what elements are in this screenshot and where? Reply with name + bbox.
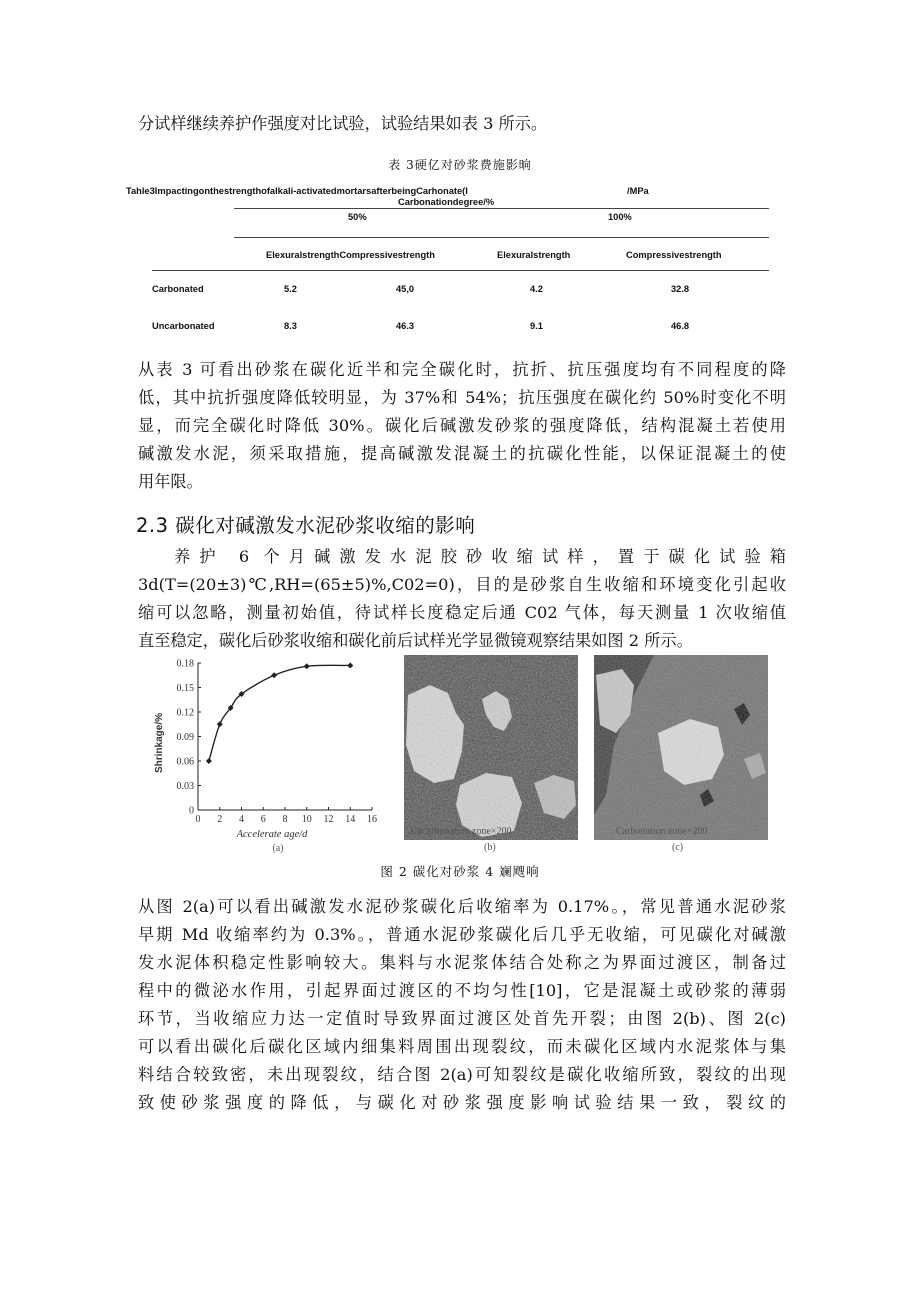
figure-caption: 图 2 碳化对砂浆 4 斓飕响 [380,864,540,879]
chart-x-tick-label: 8 [282,814,288,825]
chart-x-tick-label: 2 [217,814,223,825]
paragraph-3: 从图 2(a)可以看出碱激发水泥砂浆碳化后收缩率为 0.17%。，常见普通水泥砂浆 早期 Md 收缩率约为 0.3%。，普通水泥砂浆碳化后几乎无收缩，可见碳化对碱激 发水泥体积稳定性影响较大。集料与水泥浆体结合处称之为界面过渡区，制备过 程中的微泌水作用，引起界面过渡区的不均匀性[10]，它是混凝土或砂浆的薄弱 环节，当收缩应力达一定值时导致界面过渡区处首先开裂；由图 2(b)、图 2(c) 可以看出碳化后碳化区域内细集料周围出现裂纹，而未碳化区域内水泥浆体与集 料结合较致密，未出现裂纹，结合图 2(a)可知裂纹是碳化收缩所致，裂纹的出现 致使砂浆强度的降低，与碳化对砂浆强度影响试验结果一致，裂纹的 [138,897,786,1112]
zone-label-c: Carbonation zone×200 [616,826,708,837]
table-col-50: ElexuralstrengthCompressivestrength [266,250,435,260]
chart-y-label: Shrinkage/% [154,712,165,774]
table-cell: 46.8 [671,321,690,331]
chart-point [217,721,223,727]
chart-x-tick-label: 6 [260,814,266,825]
chart-y-tick-label: 0.03 [176,781,194,792]
chart-x-tick-label: 12 [323,814,334,825]
figure-label-b: (b) [484,842,496,853]
chart-y-tick-label: 0.12 [176,707,194,719]
chart-x-tick-label: 16 [367,814,377,825]
table-row-label: Uncarbonated [152,321,215,331]
table-degree-100: 100% [608,212,632,222]
table-cell: 5.2 [284,284,297,294]
table-cell: 46.3 [396,321,415,331]
figure-label-c: (c) [672,842,684,853]
table-row-label: Carbonated [152,284,204,294]
chart-point [347,662,353,668]
shrinkage-chart [150,655,390,855]
chart-x-label: Accelerate age/d [236,829,308,840]
section-heading: 2.3 碳化对碱激发水泥砂浆收缩的影响 [136,514,476,537]
chart-x-tick-label: 0 [195,814,201,825]
paragraph-2: 养护 6 个月碱激发水泥胶砂收缩试样，置于碳化试验箱 3d(T=(20±3)℃,RH=(65±5)%,C02=0)，目的是砂浆自生收缩和环境变化引起收 缩可以忽略，测量初始值，待试样长度稳定后通 C02 气体，每天测量 1 次收缩值 直至稳定，碳化后砂浆收缩和碳化前后试样光学显微镜观察结果如图 2 所示。 [138,547,786,650]
chart-y-tick-label: 0.09 [176,732,194,743]
chart-y-tick-label: 0 [189,805,194,817]
paragraph-1: 从表 3 可看出砂浆在碳化近半和完全碳化时，抗折、抗压强度均有不同程度的降 低，其中抗折强度降低较明显，为 37%和 54%；抗压强度在碳化约 50%时变化不明 显，而完全碳化时降低 30%。碳化后碱激发砂浆的强度降低，结构混凝土若使用 碱激发水泥，须采取措施，提高碱激发混凝土的抗碳化性能，以保证混凝土的使 用年限。 [138,360,786,491]
carbonation-micrograph [594,655,768,840]
table-caption-cn: 表 3硬亿对砂浆费施影晌 [388,158,532,172]
chart-point [271,672,277,678]
chart-x-tick-label: 14 [345,814,356,825]
table-unit: /MPa [627,186,649,196]
zone-label-b: Uncarbonation zone×200 [410,826,512,837]
chart-x-tick-label: 10 [301,814,312,825]
table-degree-label: Carbonationdegree/% [398,197,495,207]
table-col-flex-100: Elexuralstrength [497,250,571,260]
chart-y-tick-label: 0.18 [176,658,194,670]
chart-y-tick-label: 0.15 [176,683,194,694]
chart-point [206,758,212,764]
table-cell: 9.1 [530,321,543,331]
table-degree-50: 50% [348,212,367,222]
chart-point [304,663,310,669]
table-header-rule [152,270,769,271]
chart-y-tick-label: 0.06 [176,756,194,768]
table-cell: 45,0 [396,284,415,294]
uncarbonation-micrograph [404,655,578,840]
table-cell: 32.8 [671,284,690,294]
figure-label-a: (a) [272,843,284,854]
table-col-comp-100: Compressivestrength [626,250,722,260]
table-cell: 8.3 [284,321,297,331]
chart-x-tick-label: 4 [239,814,244,825]
table-mid-rule [234,237,769,238]
table-cell: 4.2 [530,284,543,294]
table-top-rule [234,208,769,209]
table-caption-en: Tahle3Impactingonthestrengthofalkali-activatedmortarsafterbeingCarhonate(I [126,186,468,196]
chart-series-line [209,665,350,761]
intro-line: 分试样继续养护作强度对比试验，试验结果如表 3 所示。 [138,114,548,133]
